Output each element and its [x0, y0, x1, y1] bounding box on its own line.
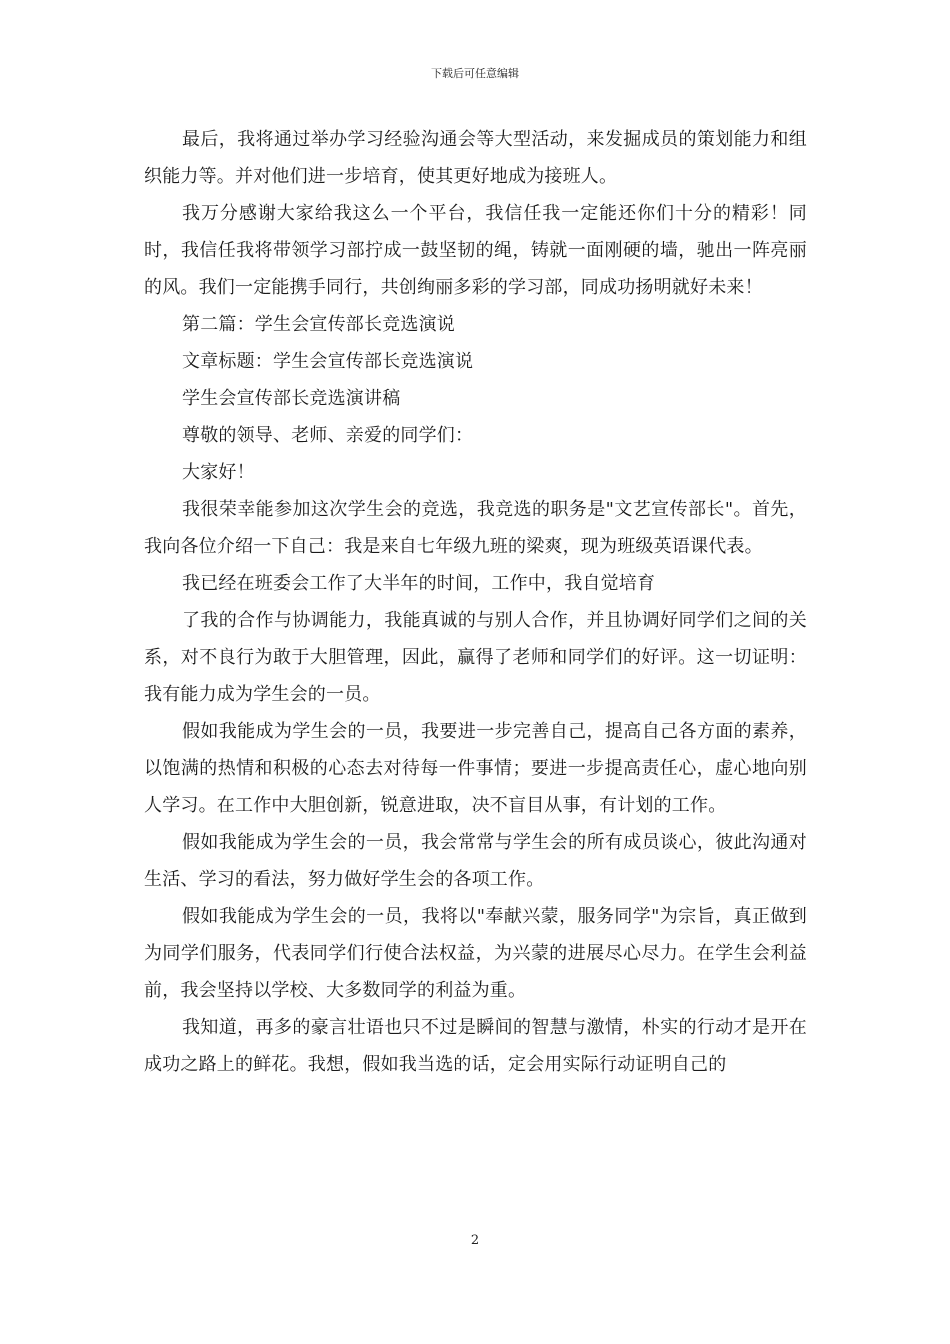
article-title: 文章标题：学生会宣传部长竞选演说	[182, 351, 474, 372]
paragraph: 假如我能成为学生会的一员，我将以"奉献兴蒙，服务同学"为宗旨，真正做到为同学们服务，代表同学们行使合法权益，为兴蒙的进展尽心尽力。在学生会利益前，我会坚持以学校、大多数同学的利益为重。	[144, 906, 807, 1001]
paragraph: 了我的合作与协调能力，我能真诚的与别人合作，并且协调好同学们之间的关系，对不良行为敢于大胆管理，因此，赢得了老师和同学们的好评。这一切证明：我有能力成为学生会的一员。	[144, 610, 807, 705]
greeting: 大家好！	[182, 462, 255, 483]
salutation: 尊敬的领导、老师、亲爱的同学们：	[182, 425, 474, 446]
paragraph: 最后，我将通过举办学习经验沟通会等大型活动，来发掘成员的策划能力和组织能力等。并对他们进一步培育，使其更好地成为接班人。	[144, 129, 807, 187]
document-body	[144, 121, 807, 1083]
paragraph: 我万分感谢大家给我这么一个平台，我信任我一定能还你们十分的精彩！同时，我信任我将带领学习部拧成一鼓坚韧的绳，铸就一面刚硬的墙，驰出一阵亮丽的风。我们一定能携手同行，共创绚丽多彩的学习部，同成功扬明就好未来！	[144, 203, 807, 298]
page-header: 下载后可任意编辑	[431, 67, 519, 80]
speech-title: 学生会宣传部长竞选演讲稿	[182, 388, 401, 409]
section-heading: 第二篇：学生会宣传部长竞选演说	[182, 314, 455, 335]
paragraph: 假如我能成为学生会的一员，我要进一步完善自己，提高自己各方面的素养，以饱满的热情和积极的心态去对待每一件事情；要进一步提高责任心，虚心地向别人学习。在工作中大胆创新，锐意进取，决不盲目从事，有计划的工作。	[144, 721, 807, 816]
paragraph: 假如我能成为学生会的一员，我会常常与学生会的所有成员谈心，彼此沟通对生活、学习的看法，努力做好学生会的各项工作。	[144, 832, 807, 890]
paragraph: 我已经在班委会工作了大半年的时间，工作中，我自觉培育	[182, 573, 656, 594]
paragraph: 我知道，再多的豪言壮语也只不过是瞬间的智慧与激情，朴实的行动才是开在成功之路上的鲜花。我想，假如我当选的话，定会用实际行动证明自己的	[144, 1017, 807, 1075]
paragraph: 我很荣幸能参加这次学生会的竞选，我竞选的职务是"文艺宣传部长"。首先，我向各位介绍一下自己：我是来自七年级九班的梁爽，现为班级英语课代表。	[144, 499, 807, 557]
page-number: 2	[470, 1233, 480, 1248]
